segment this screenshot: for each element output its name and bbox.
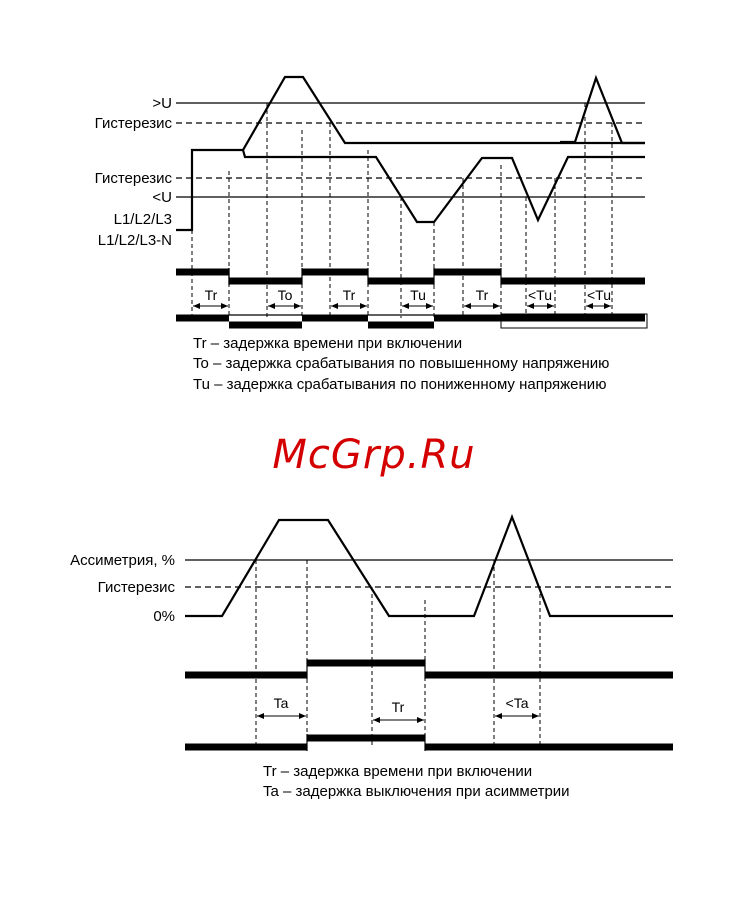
legend-line: Tr – задержка времени при включении	[263, 763, 533, 780]
watermark: McGrp.Ru	[272, 432, 476, 478]
arrowhead	[547, 303, 554, 309]
arrowhead	[604, 303, 611, 309]
interval-label: Tr	[475, 287, 489, 303]
hysteresis-bottom-label: Гистерезис	[94, 170, 172, 187]
over-u-label: >U	[152, 95, 172, 112]
arrowhead	[586, 303, 593, 309]
interval-label: <Tu	[528, 287, 552, 303]
phase-l1l2l3n-label: L1/L2/L3-N	[97, 232, 172, 249]
arrowhead	[221, 303, 228, 309]
phase-l1l2l3-label: L1/L2/L3	[113, 211, 172, 228]
arrowhead	[417, 717, 424, 723]
interval-label: Ta	[273, 695, 289, 711]
asymmetry-diagram	[70, 517, 673, 800]
hysteresis-top-label: Гистерезис	[94, 115, 172, 132]
interval-label: <Tu	[587, 287, 611, 303]
arrowhead	[527, 303, 534, 309]
arrowhead	[268, 303, 275, 309]
legend-line: Tr – задержка времени при включении	[193, 335, 463, 352]
arrowhead	[373, 717, 380, 723]
arrowhead	[193, 303, 200, 309]
interval-label: Tu	[410, 287, 426, 303]
interval-label: <Ta	[505, 695, 529, 711]
arrowhead	[495, 713, 502, 719]
interval-label: To	[277, 287, 293, 303]
legend-line: To – задержка срабатывания по повышенному напряжению	[193, 355, 610, 372]
arrowhead	[464, 303, 471, 309]
interval-label: Tr	[204, 287, 218, 303]
arrowhead	[299, 713, 306, 719]
zero-label: 0%	[153, 608, 175, 625]
arrowhead	[331, 303, 338, 309]
overvoltage-spike	[560, 78, 645, 143]
asymmetry-waveform	[185, 517, 673, 616]
interval-label: Tr	[342, 287, 356, 303]
arrowhead	[493, 303, 500, 309]
legend-line: Ta – задержка выключения при асимметрии	[263, 783, 570, 800]
arrowhead	[257, 713, 264, 719]
arrowhead	[360, 303, 367, 309]
under-u-label: <U	[152, 189, 172, 206]
asymmetry-label: Ассиметрия, %	[70, 552, 175, 569]
hysteresis-label: Гистерезис	[97, 579, 175, 596]
voltage-diagram	[95, 77, 647, 393]
overvoltage-waveform	[176, 77, 645, 230]
legend-line: Tu – задержка срабатывания по пониженному напряжению	[193, 376, 607, 393]
interval-label: Tr	[391, 699, 405, 715]
arrowhead	[426, 303, 433, 309]
arrowhead	[532, 713, 539, 719]
arrowhead	[294, 303, 301, 309]
arrowhead	[402, 303, 409, 309]
